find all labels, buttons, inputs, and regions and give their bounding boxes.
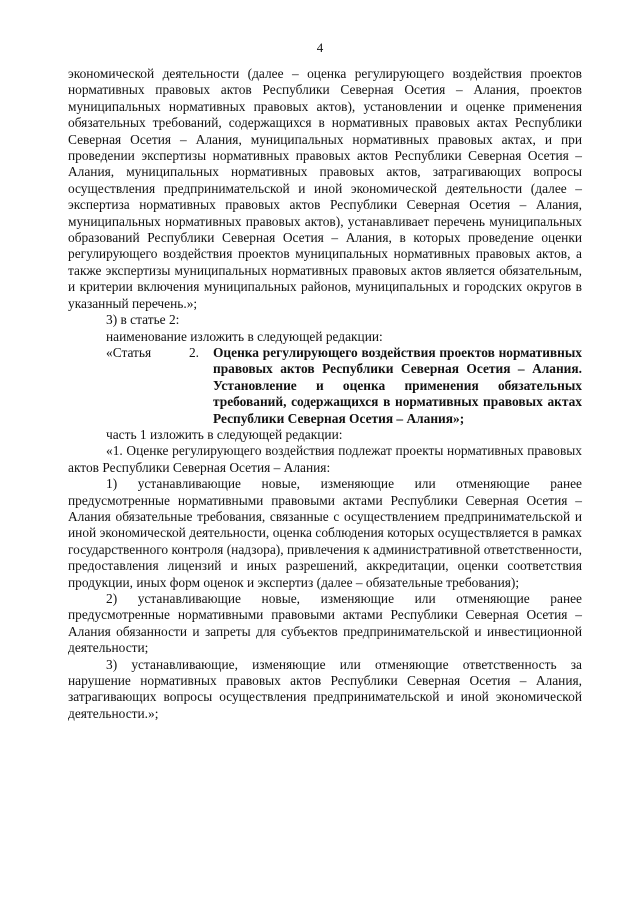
article-heading [68, 345, 582, 427]
paragraph-part-instruction: часть 1 изложить в следующей редакции: [106, 426, 343, 442]
article-label: «Статья 2. [106, 344, 199, 360]
paragraph-part-1: «1. Оценке регулирующего воздействия подлежат проекты нормативных правовых актов Республики Северная Осетия – Алания: [68, 443, 582, 475]
paragraph-subitem-2: 2) устанавливающие новые, изменяющие или отменяющие ранее предусмотренные нормативными правовыми актами Республики Северная Осетия – Алания обязанности и запреты для субъектов предпринимательской и инвестиционной деятельности; [68, 591, 582, 656]
page-number: 4 [316, 40, 324, 55]
paragraph-subitem-3: 3) устанавливающие, изменяющие или отменяющие ответственность за нарушение нормативных правовых актов Республики Северная Осетия – Алания, затрагивающих вопросы осуществления предпринимательской и иной экономической деятельности.»; [68, 656, 582, 721]
document-body [68, 66, 582, 722]
article-title: Оценка регулирующего воздействия проектов нормативных правовых актов Республики Северная Осетия – Алания. Установление и оценка применения обязательных требований, содержащихся в нормативных правовых актах Республики Северная Осетия – Алания»; [213, 344, 582, 426]
paragraph-item-3: 3) в статье 2: [106, 312, 180, 328]
paragraph-subitem-1: 1) устанавливающие новые, изменяющие или отменяющие ранее предусмотренные нормативными правовыми актами Республики Северная Осетия – Алания обязательные требования, связанные с осуществлением предпринимательской и иной экономической деятельности, оценка соблюдения которых осуществляется в рамках государственного контроля (надзора), привлечения к административной ответственности, предоставления лицензий и иных разрешений, аккредитации, оценки соответствия продукции, иных форм оценок и экспертиз (далее – обязательные требования); [68, 476, 582, 590]
paragraph-naming-instruction: наименование изложить в следующей редакции: [106, 328, 383, 344]
paragraph-continuation: экономической деятельности (далее – оценка регулирующего воздействия проектов нормативных правовых актов Республики Северная Осетия – Алания, проектов муниципальных нормативных правовых актов), установлении и оценке применения обязательных требований, содержащихся в нормативных правовых актах Республики Северная Осетия – Алания, муниципальных нормативных правовых актах, и при проведении экспертизы нормативных правовых актов Республики Северная Осетия – Алания, муниципальных нормативных правовых актов, затрагивающих вопросы осуществления предпринимательской и иной экономической деятельности (далее – экспертиза нормативных правовых актов Республики Северная Осетия – Алания, муниципальных нормативных правовых актов), устанавливает перечень муниципальных образований Республики Северная Осетия – Алания, в которых проведение оценки регулирующего воздействия проектов муниципальных нормативных правовых актов, а также экспертизы муниципальных нормативных правовых актов является обязательным, и критерии включения муниципальных районов, муниципальных и городских округов в указанный перечень.»; [68, 66, 582, 311]
